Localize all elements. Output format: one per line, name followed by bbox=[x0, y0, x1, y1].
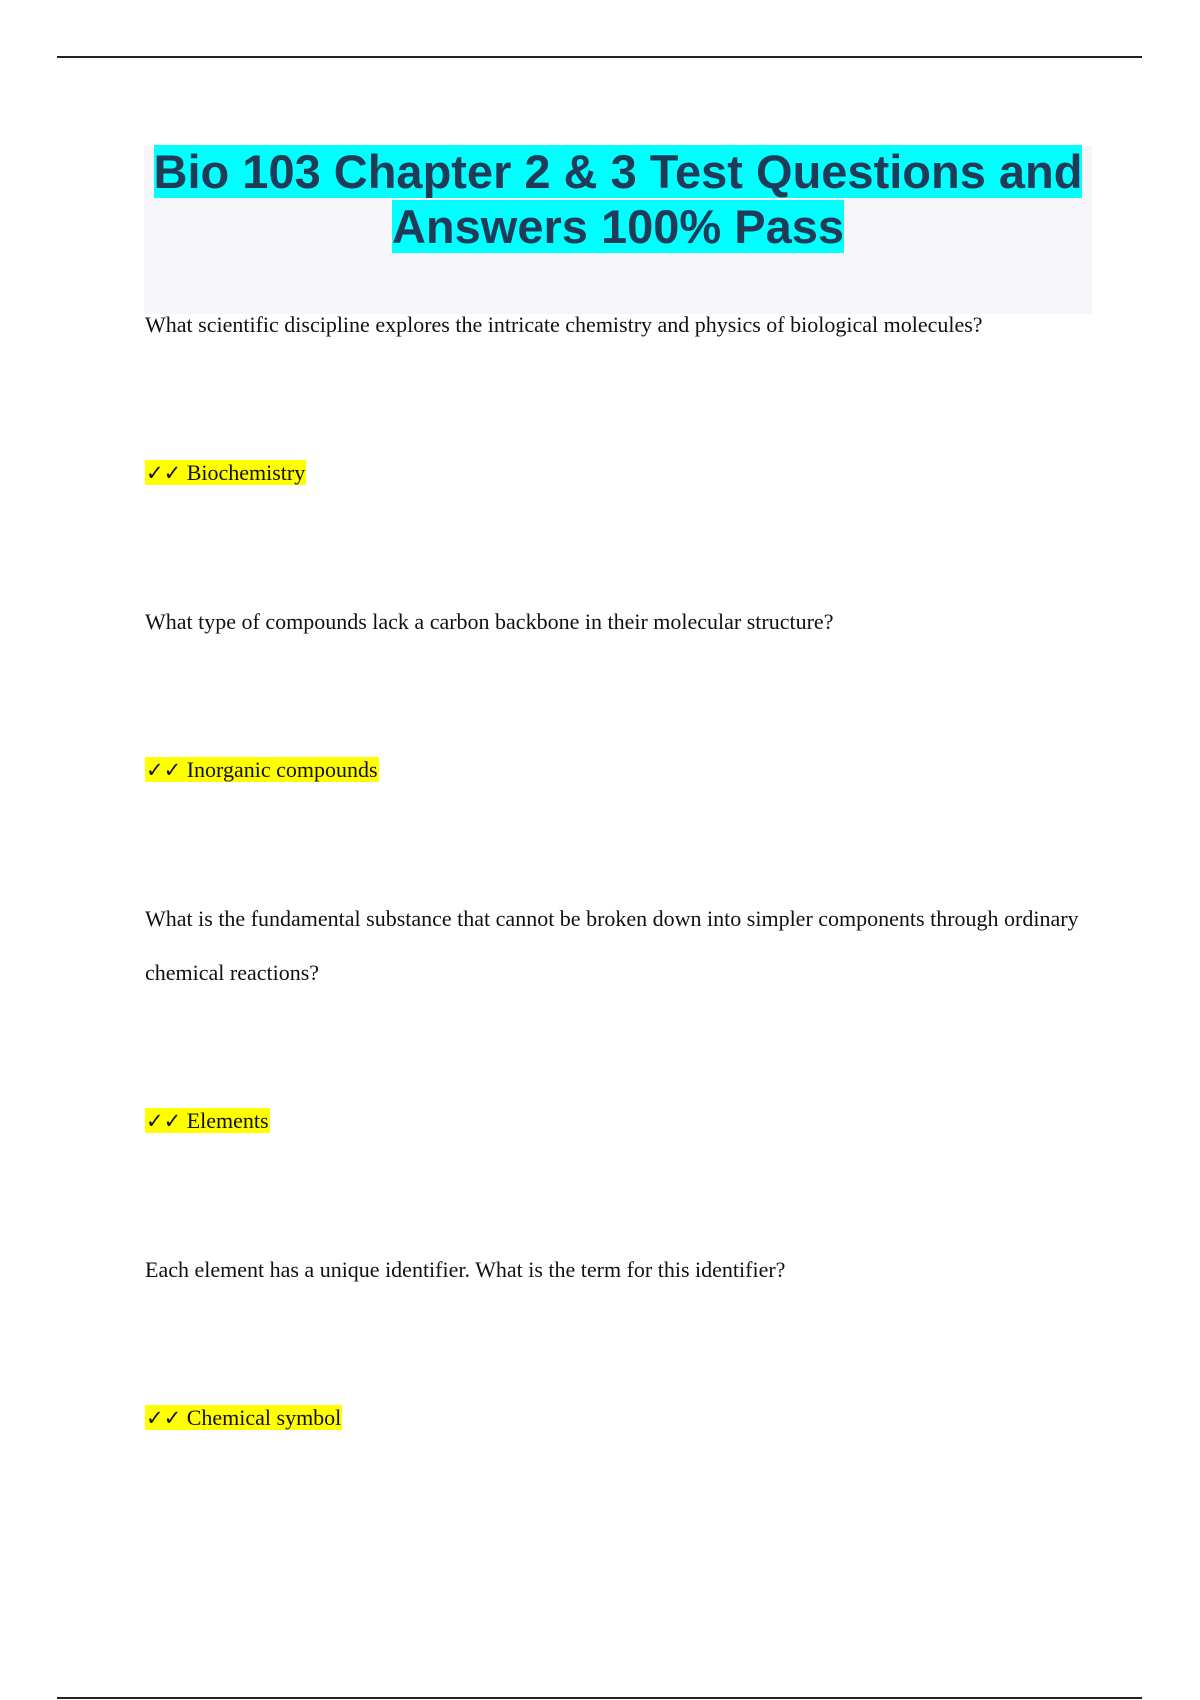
question-4: Each element has a unique identifier. What is the term for this identifier? bbox=[145, 1257, 786, 1282]
question-2: What type of compounds lack a carbon backbone in their molecular structure? bbox=[145, 609, 834, 634]
answer-2-text: Inorganic compounds bbox=[186, 757, 378, 782]
answer-4-text: Chemical symbol bbox=[186, 1405, 342, 1430]
answer-4 bbox=[145, 1402, 1095, 1434]
double-check-icon: ✓✓ bbox=[146, 758, 182, 782]
answer-1-text: Biochemistry bbox=[186, 460, 306, 485]
answer-2 bbox=[145, 754, 1095, 786]
answer-3-text: Elements bbox=[186, 1108, 269, 1133]
double-check-icon: ✓✓ bbox=[146, 461, 182, 485]
footer-rule bbox=[57, 1697, 1142, 1699]
question-1: What scientific discipline explores the intricate chemistry and physics of biological molecules? bbox=[145, 312, 983, 337]
document-title: Bio 103 Chapter 2 & 3 Test Questions and Answers 100% Pass bbox=[153, 145, 1083, 253]
header-rule bbox=[57, 56, 1142, 58]
double-check-icon: ✓✓ bbox=[146, 1406, 182, 1430]
answer-3 bbox=[145, 1105, 1095, 1137]
double-check-icon: ✓✓ bbox=[146, 1109, 182, 1133]
question-3: What is the fundamental substance that cannot be broken down into simpler components through ordinary chemical reactions? bbox=[145, 906, 1079, 985]
answer-1 bbox=[145, 457, 1095, 489]
